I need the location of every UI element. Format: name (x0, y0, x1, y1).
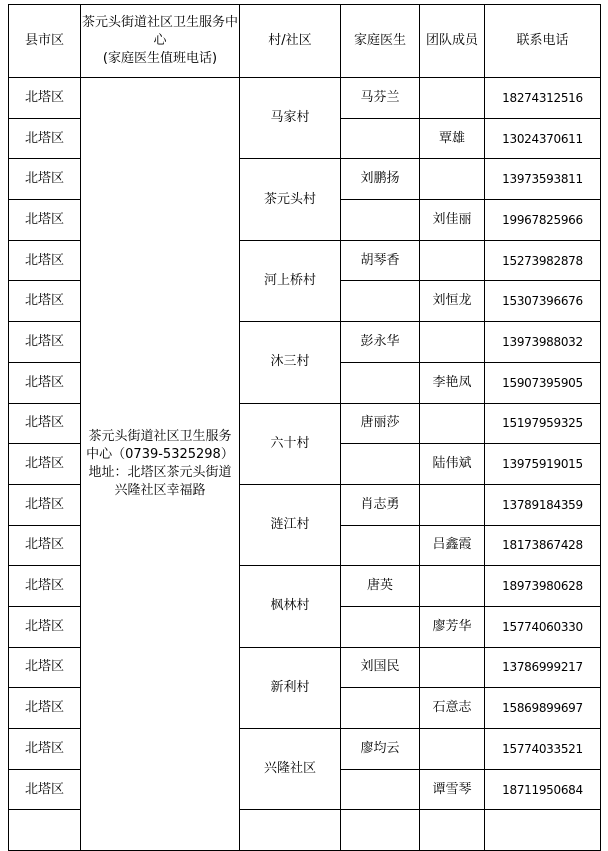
phone-cell: 13973593811 (485, 159, 601, 200)
doctor-cell (341, 118, 420, 159)
team-member-cell: 李艳凤 (420, 362, 485, 403)
doctor-cell: 刘国民 (341, 647, 420, 688)
district-cell: 北塔区 (9, 322, 81, 363)
district-cell: 北塔区 (9, 729, 81, 770)
header-center (81, 5, 240, 78)
team-member-cell (420, 322, 485, 363)
village-cell: 沐三村 (240, 322, 341, 403)
district-cell: 北塔区 (9, 240, 81, 281)
team-member-cell: 刘恒龙 (420, 281, 485, 322)
phone-cell: 15774033521 (485, 729, 601, 770)
district-cell: 北塔区 (9, 484, 81, 525)
doctor-cell (341, 200, 420, 241)
doctor-cell: 马芬兰 (341, 78, 420, 119)
district-cell: 北塔区 (9, 566, 81, 607)
doctor-cell (341, 281, 420, 322)
team-member-cell: 石意志 (420, 688, 485, 729)
header-center-subtitle: (家庭医生值班电话) (102, 51, 218, 66)
team-member-cell (420, 810, 485, 851)
district-cell: 北塔区 (9, 769, 81, 810)
doctor-cell: 廖均云 (341, 729, 420, 770)
team-member-cell: 廖芳华 (420, 606, 485, 647)
doctor-cell (341, 606, 420, 647)
village-cell: 河上桥村 (240, 240, 341, 321)
phone-cell: 18973980628 (485, 566, 601, 607)
village-cell: 六十村 (240, 403, 341, 484)
village-cell: 涟江村 (240, 484, 341, 565)
header-village: 村/社区 (240, 5, 341, 78)
center-info-cell (81, 78, 240, 851)
doctor-cell: 彭永华 (341, 322, 420, 363)
team-member-cell: 谭雪琴 (420, 769, 485, 810)
phone-cell: 15774060330 (485, 606, 601, 647)
phone-cell: 13786999217 (485, 647, 601, 688)
team-member-cell (420, 484, 485, 525)
phone-cell: 15273982878 (485, 240, 601, 281)
phone-cell: 15907395905 (485, 362, 601, 403)
district-cell (9, 810, 81, 851)
phone-cell: 19967825966 (485, 200, 601, 241)
doctor-cell (341, 525, 420, 566)
doctor-cell: 唐丽莎 (341, 403, 420, 444)
district-cell: 北塔区 (9, 362, 81, 403)
district-cell: 北塔区 (9, 118, 81, 159)
doctor-cell: 唐英 (341, 566, 420, 607)
family-doctor-table (8, 4, 601, 851)
phone-cell: 15869899697 (485, 688, 601, 729)
phone-cell: 15197959325 (485, 403, 601, 444)
team-member-cell: 陆伟斌 (420, 444, 485, 485)
phone-cell: 15307396676 (485, 281, 601, 322)
phone-cell: 18274312516 (485, 78, 601, 119)
team-member-cell (420, 78, 485, 119)
doctor-cell: 肖志勇 (341, 484, 420, 525)
district-cell: 北塔区 (9, 281, 81, 322)
district-cell: 北塔区 (9, 525, 81, 566)
doctor-cell (341, 444, 420, 485)
doctor-cell (341, 810, 420, 851)
village-cell: 马家村 (240, 78, 341, 159)
table-row (9, 78, 601, 119)
header-phone: 联系电话 (485, 5, 601, 78)
doctor-cell (341, 688, 420, 729)
header-team: 团队成员 (420, 5, 485, 78)
doctor-cell (341, 362, 420, 403)
header-doctor: 家庭医生 (341, 5, 420, 78)
district-cell: 北塔区 (9, 647, 81, 688)
phone-cell: 13973988032 (485, 322, 601, 363)
team-member-cell: 覃雄 (420, 118, 485, 159)
district-cell: 北塔区 (9, 159, 81, 200)
district-cell: 北塔区 (9, 606, 81, 647)
phone-cell: 13024370611 (485, 118, 601, 159)
center-name-phone: 茶元头街道社区卫生服务中心（0739-5325298） (86, 429, 234, 463)
team-member-cell (420, 729, 485, 770)
team-member-cell (420, 566, 485, 607)
team-member-cell (420, 159, 485, 200)
phone-cell: 18711950684 (485, 769, 601, 810)
district-cell: 北塔区 (9, 78, 81, 119)
doctor-cell (341, 769, 420, 810)
village-cell: 枫林村 (240, 566, 341, 647)
district-cell: 北塔区 (9, 403, 81, 444)
village-cell (240, 810, 341, 851)
village-cell: 新利村 (240, 647, 341, 728)
team-member-cell (420, 403, 485, 444)
village-cell: 兴隆社区 (240, 729, 341, 810)
team-member-cell (420, 240, 485, 281)
phone-cell: 18173867428 (485, 525, 601, 566)
team-member-cell: 刘佳丽 (420, 200, 485, 241)
header-row (9, 5, 601, 78)
district-cell: 北塔区 (9, 688, 81, 729)
header-center-title: 茶元头街道社区卫生服务中心 (81, 15, 238, 48)
phone-cell: 13975919015 (485, 444, 601, 485)
district-cell: 北塔区 (9, 200, 81, 241)
team-member-cell (420, 647, 485, 688)
phone-cell (485, 810, 601, 851)
doctor-cell: 刘鹏扬 (341, 159, 420, 200)
doctor-cell: 胡琴香 (341, 240, 420, 281)
phone-cell: 13789184359 (485, 484, 601, 525)
district-cell: 北塔区 (9, 444, 81, 485)
header-district: 县市区 (9, 5, 81, 78)
team-member-cell: 吕鑫霞 (420, 525, 485, 566)
village-cell: 茶元头村 (240, 159, 341, 240)
center-address: 地址：北塔区茶元头街道兴隆社区幸福路 (88, 465, 232, 499)
